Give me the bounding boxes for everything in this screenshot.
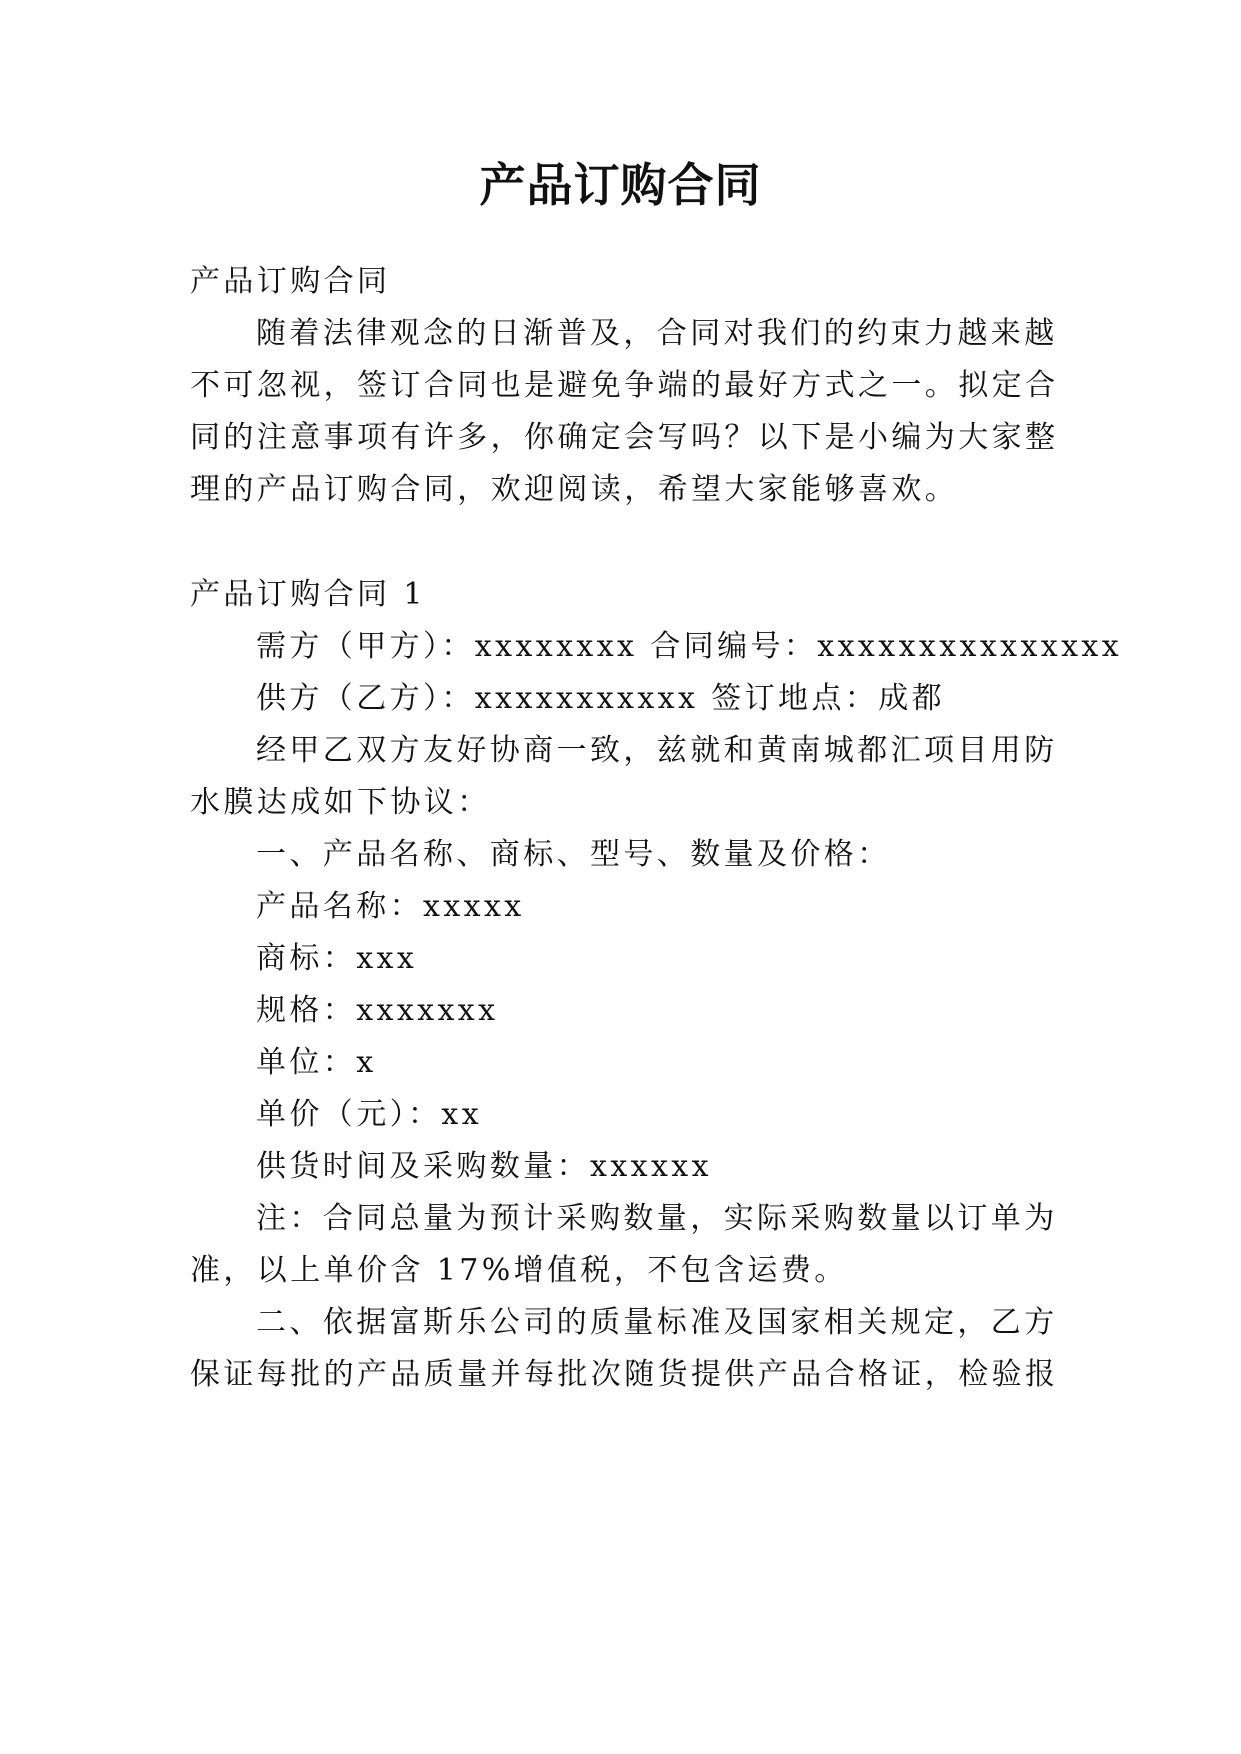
unit-price-line: 单价（元）：xx <box>256 1097 483 1132</box>
intro-heading: 产品订购合同 <box>190 264 391 299</box>
intro-paragraph-line: 理的产品订购合同，欢迎阅读，希望大家能够喜欢。 <box>190 472 959 507</box>
agreement-paragraph-line: 经甲乙双方友好协商一致，兹就和黄南城都汇项目用防 <box>256 733 1058 768</box>
trademark-line: 商标：xxx <box>256 941 418 976</box>
unit-line: 单位：x <box>256 1045 377 1080</box>
document-title: 产品订购合同 <box>479 158 762 212</box>
specification-line: 规格：xxxxxxx <box>256 993 499 1028</box>
supplier-line: 供方（乙方）：xxxxxxxxxxx 签订地点：成都 <box>256 681 946 716</box>
intro-paragraph-line: 同的注意事项有许多，你确定会写吗？以下是小编为大家整 <box>190 420 1059 455</box>
buyer-line: 需方（甲方）：xxxxxxxx 合同编号：xxxxxxxxxxxxxxx <box>256 629 1123 664</box>
delivery-quantity-line: 供货时间及采购数量：xxxxxx <box>256 1149 712 1184</box>
clause-two-paragraph-line: 保证每批的产品质量并每批次随货提供产品合格证，检验报 <box>190 1357 1059 1392</box>
intro-paragraph-line: 随着法律观念的日渐普及，合同对我们的约束力越来越 <box>256 316 1058 351</box>
intro-paragraph-line: 不可忽视，签订合同也是避免争端的最好方式之一。拟定合 <box>190 368 1059 403</box>
note-paragraph-line: 准，以上单价含 17%增值税，不包含运费。 <box>190 1253 848 1288</box>
agreement-paragraph-line: 水膜达成如下协议： <box>190 785 491 820</box>
section-heading: 产品订购合同 1 <box>190 577 426 612</box>
note-paragraph-line: 注：合同总量为预计采购数量，实际采购数量以订单为 <box>256 1201 1058 1236</box>
clause-one-heading: 一、产品名称、商标、型号、数量及价格： <box>256 837 891 872</box>
clause-two-paragraph-line: 二、依据富斯乐公司的质量标准及国家相关规定，乙方 <box>256 1305 1058 1340</box>
product-name-line: 产品名称：xxxxx <box>256 889 525 924</box>
